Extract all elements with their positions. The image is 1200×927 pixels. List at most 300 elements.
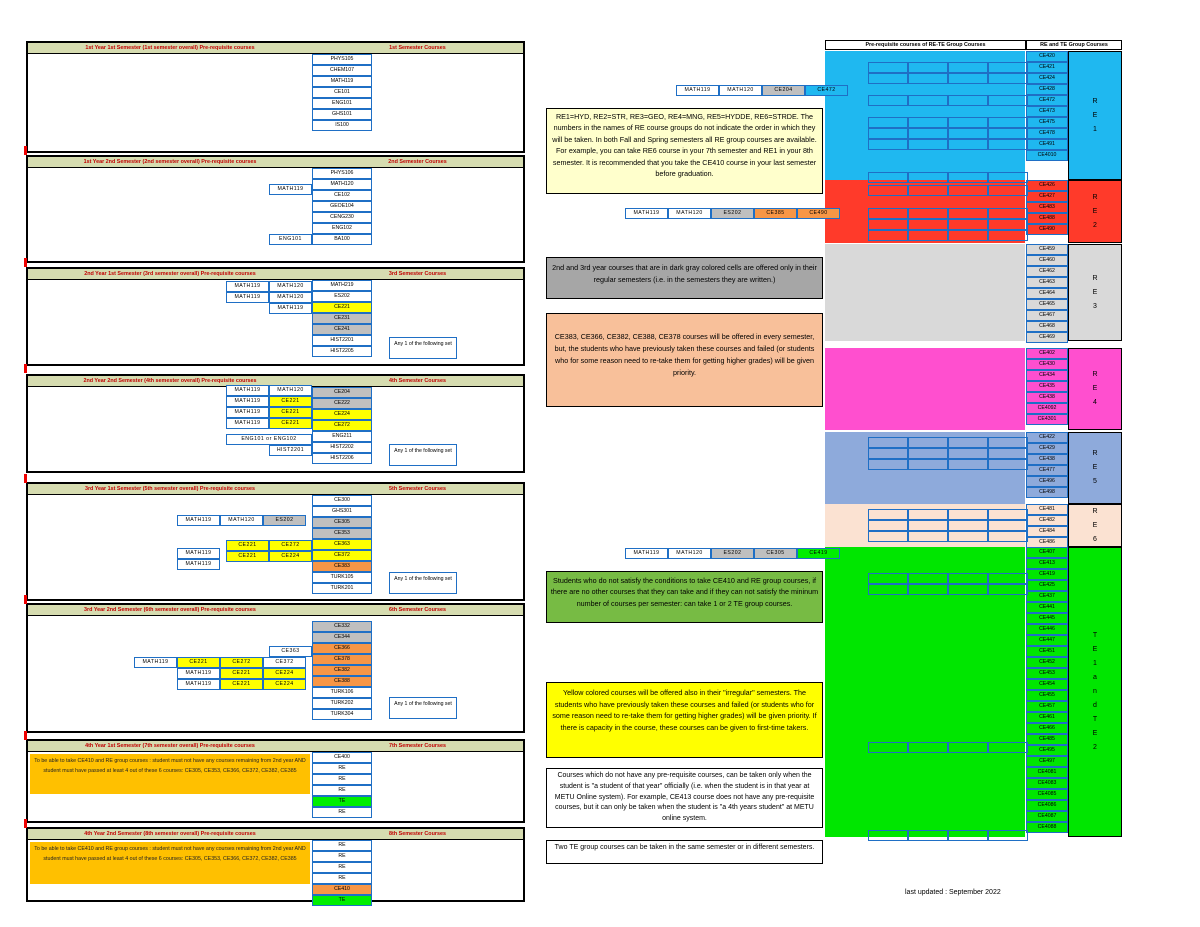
right-prereq-box bbox=[988, 95, 1028, 106]
right-prereq-box bbox=[988, 459, 1028, 470]
group-label-char: 2 bbox=[1093, 221, 1097, 229]
re-te-course-code: CE459 bbox=[1026, 244, 1068, 255]
right-prereq-box bbox=[988, 448, 1028, 459]
course-cell: CE366 bbox=[312, 643, 372, 654]
right-prereq-box bbox=[948, 185, 988, 196]
right-prereq-box bbox=[908, 95, 948, 106]
re-te-course-code: CE425 bbox=[1026, 580, 1068, 591]
right-prereq-box bbox=[868, 584, 908, 595]
re-te-course-code: CE484 bbox=[1026, 526, 1068, 537]
course-cell: CE204 bbox=[312, 387, 372, 398]
course-cell: HIST2206 bbox=[312, 453, 372, 464]
course-cell: RE bbox=[312, 774, 372, 785]
right-prereq-box bbox=[868, 437, 908, 448]
right-prereq-box bbox=[948, 139, 988, 150]
prereq-cell: MATH119 bbox=[226, 292, 269, 303]
right-prereq-box bbox=[908, 573, 948, 584]
group-label-char: E bbox=[1092, 207, 1098, 215]
re-te-course-code: CE4083 bbox=[1026, 778, 1068, 789]
prereq-cell: MATH119 bbox=[226, 396, 269, 407]
course-cell: CE383 bbox=[312, 561, 372, 572]
group-label-char: 5 bbox=[1093, 478, 1097, 485]
re-te-course-code: CE453 bbox=[1026, 668, 1068, 679]
re-te-course-code: CE441 bbox=[1026, 602, 1068, 613]
right-prereq-box bbox=[948, 73, 988, 84]
group-label bbox=[1068, 547, 1122, 837]
course-cell: CHEM107 bbox=[312, 65, 372, 76]
right-prereq-box bbox=[948, 573, 988, 584]
group-band bbox=[825, 348, 1025, 430]
right-prereq-box bbox=[988, 437, 1028, 448]
right-prereq-box bbox=[988, 219, 1028, 230]
group-label-char: n bbox=[1093, 688, 1097, 695]
course-cell: RE bbox=[312, 851, 372, 862]
group-label bbox=[1068, 51, 1122, 180]
right-prereq-box bbox=[908, 509, 948, 520]
group-label-char: E bbox=[1092, 464, 1098, 471]
course-cell: RE bbox=[312, 840, 372, 851]
prereq-cell: MATH119 bbox=[177, 515, 220, 526]
right-prereq-box bbox=[908, 128, 948, 139]
course-cell: PHYS106 bbox=[312, 168, 372, 179]
red-marker bbox=[24, 731, 27, 740]
right-prereq-box bbox=[908, 520, 948, 531]
group-label-char: E bbox=[1092, 288, 1098, 296]
right-prereq-box bbox=[908, 62, 948, 73]
re-te-course-code: CE446 bbox=[1026, 624, 1068, 635]
right-prereq-box bbox=[948, 520, 988, 531]
group-label-char: E bbox=[1092, 521, 1098, 529]
course-cell: CE272 bbox=[312, 420, 372, 431]
right-prereq-box bbox=[868, 73, 908, 84]
right-prereq-box bbox=[868, 573, 908, 584]
any-one-of-set: Any 1 of the following set bbox=[389, 444, 457, 466]
course-cell: RE bbox=[312, 807, 372, 818]
right-prereq-box bbox=[988, 117, 1028, 128]
semester-8 bbox=[26, 827, 525, 902]
course-cell: RE bbox=[312, 862, 372, 873]
re-eligibility-note: To be able to take CE410 and RE group courses : student must not have any courses remaining from 2nd year AND student must have passed at least 4 out of these 6 courses: CE305, CE353, CE366, CE372, CE382, CE385 bbox=[30, 842, 310, 884]
re-te-course-code: CE4085 bbox=[1026, 789, 1068, 800]
right-prereq-box bbox=[868, 742, 908, 753]
re-te-course-code: CE468 bbox=[1026, 321, 1068, 332]
course-cell: CE382 bbox=[312, 665, 372, 676]
right-prereq-box bbox=[988, 520, 1028, 531]
re-te-course-code: CE427 bbox=[1026, 191, 1068, 202]
re-te-course-code: CE4086 bbox=[1026, 800, 1068, 811]
course-cell: ENG101 bbox=[312, 98, 372, 109]
right-prereq-box bbox=[948, 584, 988, 595]
re-te-course-code: CE430 bbox=[1026, 359, 1068, 370]
course-cell: CE332 bbox=[312, 621, 372, 632]
group-label-char: 1 bbox=[1093, 125, 1097, 133]
course-cell: ES202 bbox=[312, 291, 372, 302]
re-te-course-code: CE452 bbox=[1026, 657, 1068, 668]
right-prereq-box bbox=[908, 208, 948, 219]
prereq-cell: CE385 bbox=[754, 208, 797, 219]
right-prereq-box bbox=[868, 830, 908, 841]
prereq-cell: CE272 bbox=[269, 540, 312, 551]
group-label-char: a bbox=[1093, 674, 1097, 681]
right-prereq-box bbox=[868, 128, 908, 139]
right-prereq-box bbox=[908, 172, 948, 183]
course-cell: TURK201 bbox=[312, 583, 372, 594]
group-label bbox=[1068, 504, 1122, 547]
prereq-cell: MATH119 bbox=[226, 385, 269, 396]
re-te-course-code: CE491 bbox=[1026, 139, 1068, 150]
right-prereq-box bbox=[868, 219, 908, 230]
prereq-cell: MATH119 bbox=[177, 679, 220, 690]
re-group-names-note: RE1=HYD, RE2=STR, RE3=GEO, RE4=MNG, RE5=HYDDE, RE6=STRDE. The numbers in the names of RE course groups do not indicate the order in which they will be taken. In both Fall and Spring semesters all RE group courses are available. For example, you can take RE6 course in your 7th semester and RE1 in your 8th semester. It is recommended that you take the CE410 course in your last semester before graduation. bbox=[546, 108, 823, 194]
prereq-cell: MATH119 bbox=[269, 184, 312, 195]
section-title: 1st Year 1st Semester (1st semester overall) Pre-requisite courses bbox=[85, 45, 255, 51]
re-te-course-code: CE464 bbox=[1026, 288, 1068, 299]
re-te-course-code: CE465 bbox=[1026, 299, 1068, 310]
re-te-course-code: CE438 bbox=[1026, 392, 1068, 403]
any-one-of-set: Any 1 of the following set bbox=[389, 337, 457, 359]
course-cell: CE102 bbox=[312, 190, 372, 201]
right-prereq-box bbox=[868, 139, 908, 150]
group-label-char: d bbox=[1093, 702, 1097, 709]
section-courses-title: 6th Semester Courses bbox=[389, 607, 446, 613]
red-marker bbox=[24, 146, 27, 155]
group-label-char: 6 bbox=[1093, 535, 1097, 543]
prereq-cell: CE419 bbox=[797, 548, 840, 559]
red-marker bbox=[24, 364, 27, 373]
re-te-course-code: CE4301 bbox=[1026, 414, 1068, 425]
right-prereq-box bbox=[988, 73, 1028, 84]
prereq-cell: MATH119 bbox=[177, 559, 220, 570]
right-prereq-box bbox=[908, 230, 948, 241]
section-courses-title: 4th Semester Courses bbox=[389, 378, 446, 384]
section-courses-title: 3rd Semester Courses bbox=[388, 271, 447, 277]
right-prereq-box bbox=[948, 459, 988, 470]
prereq-cell: ENG101 or ENG102 bbox=[226, 434, 312, 445]
right-prereq-box bbox=[908, 448, 948, 459]
right-prereq-box bbox=[948, 531, 988, 542]
re-te-course-code: CE424 bbox=[1026, 73, 1068, 84]
prereq-cell: CE221 bbox=[269, 418, 312, 429]
re-te-course-code: CE466 bbox=[1026, 723, 1068, 734]
prereq-cell: CE224 bbox=[263, 668, 306, 679]
prereq-cell: CE363 bbox=[269, 646, 312, 657]
right-prereq-box bbox=[948, 230, 988, 241]
prereq-cell: MATH120 bbox=[220, 515, 263, 526]
right-prereq-box bbox=[948, 128, 988, 139]
re-te-course-code: CE426 bbox=[1026, 180, 1068, 191]
right-prereq-box bbox=[988, 185, 1028, 196]
right-prereq-box bbox=[908, 584, 948, 595]
section-title: 3rd Year 1st Semester (5th semester overall) Pre-requisite courses bbox=[84, 486, 256, 492]
right-prereq-box bbox=[868, 62, 908, 73]
prereq-cell: MATH119 bbox=[226, 418, 269, 429]
re-te-course-code: CE498 bbox=[1026, 487, 1068, 498]
group-label-char: R bbox=[1092, 507, 1098, 515]
course-cell: IS100 bbox=[312, 120, 372, 131]
prereq-cell: CE221 bbox=[226, 540, 269, 551]
re-te-course-code: CE447 bbox=[1026, 635, 1068, 646]
prereq-cell: MATH119 bbox=[269, 303, 312, 314]
course-cell: CE305 bbox=[312, 517, 372, 528]
section-courses-title: 7th Semester Courses bbox=[389, 743, 446, 749]
right-prereq-box bbox=[868, 520, 908, 531]
section-courses-title: 2nd Semester Courses bbox=[388, 159, 447, 165]
right-prereq-box bbox=[908, 459, 948, 470]
right-prereq-box bbox=[908, 830, 948, 841]
right-prereq-box bbox=[988, 531, 1028, 542]
course-cell: RE bbox=[312, 763, 372, 774]
prereq-cell: CE221 bbox=[177, 657, 220, 668]
right-prereq-box bbox=[988, 830, 1028, 841]
re-te-course-code: CE485 bbox=[1026, 734, 1068, 745]
re-eligibility-note: To be able to take CE410 and RE group courses : student must not have any courses remaining from 2nd year AND student must have passed at least 4 out of these 6 courses: CE305, CE353, CE366, CE372, CE382, CE385 bbox=[30, 754, 310, 794]
right-prereq-box bbox=[988, 742, 1028, 753]
right-prereq-box bbox=[948, 437, 988, 448]
course-cell: CE378 bbox=[312, 654, 372, 665]
right-prereq-box bbox=[908, 219, 948, 230]
right-prereq-box bbox=[988, 172, 1028, 183]
right-prereq-box bbox=[988, 62, 1028, 73]
group-label-char: 4 bbox=[1093, 399, 1097, 406]
right-prereq-box bbox=[948, 117, 988, 128]
prereq-cell: MATH119 bbox=[625, 548, 668, 559]
prereq-cell: MATH119 bbox=[676, 85, 719, 96]
prereq-cell: CE472 bbox=[805, 85, 848, 96]
prereq-cell: CE224 bbox=[269, 551, 312, 562]
course-cell: CE353 bbox=[312, 528, 372, 539]
group-label-char: E bbox=[1092, 385, 1098, 392]
course-cell: CENG230 bbox=[312, 212, 372, 223]
re-te-course-code: CE4092 bbox=[1026, 403, 1068, 414]
prereq-cell: MATH119 bbox=[625, 208, 668, 219]
re-te-course-code: CE413 bbox=[1026, 558, 1068, 569]
re-te-course-code: CE497 bbox=[1026, 756, 1068, 767]
red-marker bbox=[24, 474, 27, 483]
any-one-of-set: Any 1 of the following set bbox=[389, 572, 457, 594]
last-updated: last updated : September 2022 bbox=[905, 889, 1001, 896]
re-te-course-code: CE4010 bbox=[1026, 150, 1068, 161]
prereq-cell: MATH119 bbox=[226, 281, 269, 292]
red-marker bbox=[24, 819, 27, 828]
prereq-header: Pre-requisite courses of RE-TE Group Courses bbox=[825, 40, 1026, 50]
group-label-char: R bbox=[1092, 193, 1098, 201]
prereq-cell: ES202 bbox=[711, 548, 754, 559]
right-prereq-box bbox=[868, 509, 908, 520]
re-te-course-code: CE419 bbox=[1026, 569, 1068, 580]
re-te-course-code: CE454 bbox=[1026, 679, 1068, 690]
course-cell: CE221 bbox=[312, 302, 372, 313]
course-cell: GEOE104 bbox=[312, 201, 372, 212]
yellow-courses-note: Yellow colored courses will be offered also in their "irregular" semesters. The students who have previously taken these courses and failed (or students who for some reason need to re-take them for getting higher grades) will be given priority. If there is capacity in the course, these courses can be given to first-time takers. bbox=[546, 682, 823, 758]
red-marker bbox=[24, 595, 27, 604]
prereq-cell: MATH119 bbox=[177, 668, 220, 679]
prereq-cell: CE204 bbox=[762, 85, 805, 96]
prereq-cell: CE224 bbox=[263, 679, 306, 690]
right-prereq-box bbox=[948, 208, 988, 219]
semester-1 bbox=[26, 41, 525, 153]
course-cell: CE400 bbox=[312, 752, 372, 763]
re-te-course-code: CE4087 bbox=[1026, 811, 1068, 822]
group-label-char: T bbox=[1092, 716, 1098, 723]
section-title: 4th Year 2nd Semester (8th semester overall) Pre-requisite courses bbox=[84, 831, 256, 837]
darkgray-note: 2nd and 3rd year courses that are in dark gray colored cells are offered only in their regular semesters (i.e. in the semesters they are written.) bbox=[546, 257, 823, 299]
group-label bbox=[1068, 348, 1122, 430]
re-te-course-code: CE463 bbox=[1026, 277, 1068, 288]
course-cell: TURK105 bbox=[312, 572, 372, 583]
course-cell: HIST2205 bbox=[312, 346, 372, 357]
right-prereq-box bbox=[908, 531, 948, 542]
right-prereq-box bbox=[868, 230, 908, 241]
course-cell: MATH120 bbox=[312, 179, 372, 190]
prereq-cell: ENG101 bbox=[269, 234, 312, 245]
te-eligibility-note: Students who do not satisfy the conditions to take CE410 and RE group courses, if there are no other courses that they can take and if they can not satisfy the mininum number of courses per semester: can take 1 or 2 TE group courses. bbox=[546, 571, 823, 623]
semester-7 bbox=[26, 739, 525, 823]
right-prereq-box bbox=[908, 437, 948, 448]
group-label-char: 3 bbox=[1093, 302, 1097, 310]
group-label bbox=[1068, 432, 1122, 504]
right-prereq-box bbox=[908, 742, 948, 753]
right-prereq-box bbox=[868, 117, 908, 128]
re-te-course-code: CE455 bbox=[1026, 690, 1068, 701]
right-prereq-box bbox=[988, 139, 1028, 150]
re-te-course-code: CE451 bbox=[1026, 646, 1068, 657]
re-te-course-code: CE490 bbox=[1026, 224, 1068, 235]
course-cell: CE224 bbox=[312, 409, 372, 420]
course-cell: CE101 bbox=[312, 87, 372, 98]
re-te-course-code: CE473 bbox=[1026, 106, 1068, 117]
re-te-course-code: CE478 bbox=[1026, 128, 1068, 139]
course-cell: ENG211 bbox=[312, 431, 372, 442]
right-prereq-box bbox=[948, 830, 988, 841]
course-cell: TURK106 bbox=[312, 687, 372, 698]
group-label-char: T bbox=[1092, 632, 1098, 639]
re-te-course-code: CE428 bbox=[1026, 84, 1068, 95]
re-te-course-code: CE457 bbox=[1026, 701, 1068, 712]
repeat-priority-note: CE383, CE366, CE382, CE388, CE378 courses will be offered in every semester, but, the students who have previously taken these courses and failed (or students who for some reason need to re-take them for getting higher grades) will be given priority. bbox=[546, 313, 823, 407]
right-prereq-box bbox=[908, 117, 948, 128]
course-cell: ENG102 bbox=[312, 223, 372, 234]
re-te-course-code: CE482 bbox=[1026, 515, 1068, 526]
right-prereq-box bbox=[948, 509, 988, 520]
prereq-cell: MATH120 bbox=[719, 85, 762, 96]
right-prereq-box bbox=[948, 95, 988, 106]
course-cell: CE241 bbox=[312, 324, 372, 335]
re-te-course-code: CE475 bbox=[1026, 117, 1068, 128]
prereq-cell: CE305 bbox=[754, 548, 797, 559]
prereq-cell: MATH120 bbox=[668, 548, 711, 559]
group-label-char: R bbox=[1092, 97, 1098, 105]
re-te-course-code: CE4088 bbox=[1026, 822, 1068, 833]
prereq-cell: MATH120 bbox=[668, 208, 711, 219]
course-cell: CE363 bbox=[312, 539, 372, 550]
prereq-cell: MATH120 bbox=[269, 292, 312, 303]
right-prereq-box bbox=[988, 584, 1028, 595]
prereq-cell: CE221 bbox=[220, 668, 263, 679]
re-te-course-code: CE462 bbox=[1026, 266, 1068, 277]
re-te-course-code: CE486 bbox=[1026, 537, 1068, 548]
prereq-cell: MATH119 bbox=[177, 548, 220, 559]
prereq-cell: MATH119 bbox=[134, 657, 177, 668]
re-te-course-code: CE496 bbox=[1026, 476, 1068, 487]
group-label-char: R bbox=[1092, 450, 1098, 457]
re-te-course-code: CE4081 bbox=[1026, 767, 1068, 778]
right-prereq-box bbox=[868, 95, 908, 106]
right-prereq-box bbox=[868, 459, 908, 470]
right-prereq-box bbox=[948, 742, 988, 753]
re-te-course-code: CE421 bbox=[1026, 62, 1068, 73]
right-prereq-box bbox=[988, 208, 1028, 219]
group-label-char: 2 bbox=[1093, 744, 1097, 751]
prereq-cell: CE272 bbox=[220, 657, 263, 668]
course-cell: TE bbox=[312, 796, 372, 807]
prereq-cell: CE221 bbox=[269, 407, 312, 418]
right-prereq-box bbox=[868, 448, 908, 459]
two-te-note: Two TE group courses can be taken in the same semester or in different semesters. bbox=[546, 840, 823, 864]
group-label-char: E bbox=[1092, 730, 1098, 737]
course-cell: CE344 bbox=[312, 632, 372, 643]
prereq-cell: ES202 bbox=[263, 515, 306, 526]
course-cell: BA100 bbox=[312, 234, 372, 245]
course-cell: HIST2201 bbox=[312, 335, 372, 346]
course-cell: MATH219 bbox=[312, 280, 372, 291]
course-cell: GHS301 bbox=[312, 506, 372, 517]
course-cell: TURK304 bbox=[312, 709, 372, 720]
prereq-cell: CE221 bbox=[220, 679, 263, 690]
group-label-char: R bbox=[1092, 371, 1098, 378]
re-te-course-code: CE460 bbox=[1026, 255, 1068, 266]
prereq-cell: CE490 bbox=[797, 208, 840, 219]
right-prereq-box bbox=[868, 185, 908, 196]
course-cell: CE222 bbox=[312, 398, 372, 409]
re-te-course-code: CE420 bbox=[1026, 51, 1068, 62]
right-prereq-box bbox=[948, 62, 988, 73]
section-title: 3rd Year 2nd Semester (6th semester overall) Pre-requisite courses bbox=[84, 607, 256, 613]
re-te-course-code: CE467 bbox=[1026, 310, 1068, 321]
re-te-course-code: CE488 bbox=[1026, 213, 1068, 224]
re-te-course-code: CE481 bbox=[1026, 504, 1068, 515]
re-te-course-code: CE495 bbox=[1026, 745, 1068, 756]
course-cell: RE bbox=[312, 785, 372, 796]
prereq-cell: MATH120 bbox=[269, 281, 312, 292]
re-te-course-code: CE477 bbox=[1026, 465, 1068, 476]
re-te-course-code: CE461 bbox=[1026, 712, 1068, 723]
prereq-cell: CE221 bbox=[269, 396, 312, 407]
right-prereq-box bbox=[948, 219, 988, 230]
right-prereq-box bbox=[988, 509, 1028, 520]
course-cell: CE372 bbox=[312, 550, 372, 561]
section-title: 2nd Year 1st Semester (3rd semester overall) Pre-requisite courses bbox=[84, 271, 256, 277]
group-band bbox=[825, 244, 1025, 341]
prereq-cell: HIST2201 bbox=[269, 445, 312, 456]
re-te-course-code: CE445 bbox=[1026, 613, 1068, 624]
re-te-course-code: CE434 bbox=[1026, 370, 1068, 381]
re-te-course-code: CE438 bbox=[1026, 454, 1068, 465]
semester-2 bbox=[26, 155, 525, 263]
course-cell: TE bbox=[312, 895, 372, 906]
group-label-char: E bbox=[1092, 646, 1098, 653]
section-courses-title: 1st Semester Courses bbox=[389, 45, 446, 51]
prereq-cell: ES202 bbox=[711, 208, 754, 219]
no-prereq-note: Courses which do not have any pre-requisite courses, can be taken only when the student is "a student of that year" officially (i.e. when the student is in that year at METU Online system). For example, CE413 course does not have any pre-requisite courses, but it can only be taken when the student is "a 4th years student" at METU online system. bbox=[546, 768, 823, 828]
right-prereq-box bbox=[868, 531, 908, 542]
section-courses-title: 5th Semester Courses bbox=[389, 486, 446, 492]
re-te-course-code: CE407 bbox=[1026, 547, 1068, 558]
course-cell: PHYS105 bbox=[312, 54, 372, 65]
group-label-char: E bbox=[1092, 111, 1098, 119]
re-te-course-code: CE422 bbox=[1026, 432, 1068, 443]
right-prereq-box bbox=[868, 208, 908, 219]
course-cell: CE231 bbox=[312, 313, 372, 324]
